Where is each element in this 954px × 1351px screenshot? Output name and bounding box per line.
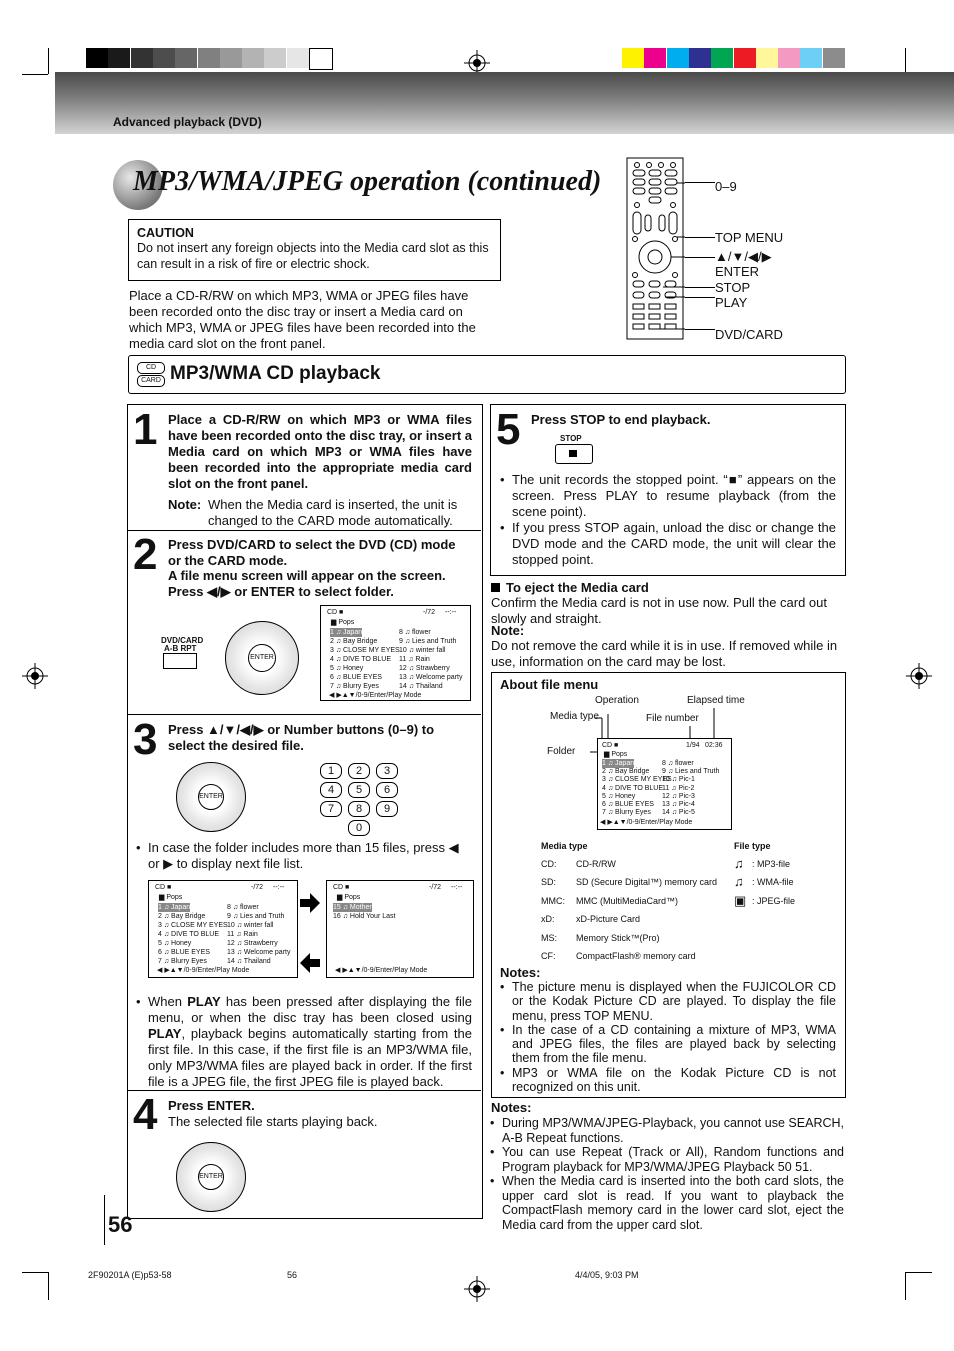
leader-line — [685, 237, 715, 238]
screen-file-item: 11 ♫ Rain — [227, 931, 258, 938]
caution-text: Do not insert any foreign objects into the Media card slot as this can result in a risk of fire or electric shock. — [137, 241, 489, 271]
leader-line — [685, 182, 715, 183]
color-swatch — [711, 48, 733, 68]
color-swatch — [198, 48, 220, 68]
screen-file-item: 8 ♫ flower — [227, 904, 259, 911]
file-type-header: File type — [734, 841, 771, 851]
page-title: MP3/WMA/JPEG operation (continued) — [133, 166, 602, 197]
color-swatch — [108, 48, 130, 68]
file-type-label: : MP3-file — [752, 859, 791, 869]
screen-file-item: 12 ♫ Pic-3 — [662, 792, 695, 800]
screen-media-type: CD ■ — [602, 742, 619, 749]
right-arrow-icon — [298, 892, 322, 914]
screen-elapsed-time: 02:36 — [705, 742, 723, 749]
file-menu-screen-page2 — [326, 880, 474, 978]
about-note-3: • MP3 or WMA file on the Kodak Picture CD is not recognized on this unit. — [498, 1066, 836, 1095]
about-notes-list — [498, 980, 836, 1094]
number-button-5: 5 — [348, 782, 370, 798]
screen-nav-hint: ◀ ▶▲▼/0-9/Enter/Play Mode — [335, 967, 428, 974]
media-description: Memory Stick™(Pro) — [576, 932, 660, 943]
media-description: CompactFlash® memory card — [576, 951, 696, 961]
step-3-number: 3 — [133, 715, 158, 764]
screen-file-item: 5 ♫ Honey — [602, 792, 636, 800]
screen-file-item: 6 ♫ BLUE EYES — [158, 949, 210, 956]
jpeg-file-icon: ▣ — [734, 892, 747, 908]
color-swatch — [309, 48, 333, 70]
crop-mark — [905, 48, 906, 74]
screen-file-item: 5 ♫ Honey — [330, 665, 364, 672]
remote-label-numbers: 0–9 — [715, 179, 737, 194]
direction-dial-icon: ENTER — [225, 621, 299, 695]
screen-file-counter: 1/94 — [686, 742, 700, 749]
caution-heading: CAUTION — [137, 226, 194, 240]
file-menu-screen-page1 — [148, 880, 298, 978]
screen-file-item: 15 ♫ Mother — [333, 904, 372, 911]
stop-icon — [569, 450, 577, 457]
crop-mark — [22, 1272, 48, 1273]
number-button-6: 6 — [376, 782, 398, 798]
leader-line — [685, 297, 715, 298]
screen-file-item: 4 ♫ DIVE TO BLUE — [330, 656, 392, 663]
screen-file-item: 13 ♫ Welcome party — [227, 949, 291, 956]
step-5-text: Press STOP to end playback. — [531, 412, 711, 427]
remote-label-stop: STOP — [715, 280, 751, 295]
bottom-notes-list — [488, 1116, 844, 1232]
color-swatch — [689, 48, 711, 68]
screen-file-item: 1 ♫ Japan — [158, 904, 191, 911]
screen-file-item: 13 ♫ Pic-4 — [662, 801, 695, 808]
screen-file-counter: -/72 — [429, 884, 442, 891]
page-number: 56 — [108, 1212, 133, 1237]
step-5-bullet-1: • The unit records the stopped point. “■” appears on the screen. Press PLAY to resume playback (from the scene point). — [498, 472, 836, 520]
section-heading-bar — [128, 355, 846, 394]
crop-mark — [22, 74, 48, 75]
number-button-0: 0 — [348, 820, 370, 836]
media-code: xD: — [541, 914, 555, 925]
wma-file-icon: ♫ — [734, 874, 744, 890]
step-3-bullet-1: • In case the folder includes more than 15 files, press ◀ or ▶ to display next file list. — [134, 840, 472, 872]
file-menu-screen — [320, 605, 471, 701]
media-code: SD: — [541, 877, 557, 888]
media-code: MMC: — [541, 895, 565, 906]
direction-dial-icon: ENTER — [176, 762, 246, 832]
screen-file-item: 2 ♫ Bay Bridge — [602, 768, 650, 776]
number-button-1: 1 — [320, 763, 342, 779]
footer-center: 56 — [287, 1270, 298, 1280]
step-5-number: 5 — [496, 405, 521, 454]
bottom-note-1: • During MP3/WMA/JPEG-Playback, you cannot use SEARCH, A-B Repeat functions. — [488, 1116, 844, 1145]
step-1-note-label: Note: — [168, 497, 202, 512]
caution-box — [128, 219, 501, 281]
leader-line — [685, 329, 715, 330]
section-label: Advanced playback (DVD) — [113, 115, 262, 129]
screen-folder: ▆ Pops — [604, 751, 628, 758]
about-note-2: • In the case of a CD containing a mixture of MP3, WMA and JPEG files, the files are played back by selecting them from the file menu. — [498, 1023, 836, 1066]
eject-text: Confirm the Media card is not in use now. Pull the card out slowly and straight. — [491, 595, 828, 626]
remote-label-dvd-card: DVD/CARD — [715, 327, 783, 342]
callout-file-number: File number — [646, 713, 699, 724]
screen-elapsed-time: --:-- — [451, 884, 463, 891]
crop-mark — [48, 48, 49, 74]
step-1-note: When the Media card is inserted, the unit is changed to the CARD mode automatically. — [208, 497, 458, 528]
screen-file-item: 11 ♫ Pic-2 — [662, 784, 695, 792]
screen-file-item: 3 ♫ CLOSE MY EYES — [330, 647, 400, 654]
eject-heading: To eject the Media card — [506, 580, 649, 595]
screen-file-item: 4 ♫ DIVE TO BLUE — [602, 784, 664, 792]
file-type-label: : WMA-file — [752, 877, 794, 888]
dvd-card-button-label: DVD/CARD — [161, 636, 204, 645]
dvd-card-button — [163, 653, 197, 669]
footer-left: 2F90201A (E)p53-58 — [88, 1270, 172, 1280]
screen-nav-hint: ◀ ▶▲▼/0-9/Enter/Play Mode — [157, 967, 250, 974]
screen-file-item: 14 ♫ Pic-5 — [662, 809, 695, 817]
color-swatch — [823, 48, 845, 68]
screen-file-item: 11 ♫ Rain — [399, 656, 430, 663]
direction-dial-icon: ENTER — [176, 1142, 246, 1212]
step-4-text: Press ENTER. — [168, 1098, 255, 1113]
number-button-9: 9 — [376, 801, 398, 817]
screen-elapsed-time: --:-- — [273, 884, 285, 891]
color-swatch — [667, 48, 689, 68]
eject-note-label: Note: — [491, 623, 525, 638]
mp3-file-icon: ♫ — [734, 856, 744, 871]
about-notes-label: Notes: — [500, 965, 541, 980]
screen-file-item: 1 ♫ Japan — [330, 629, 363, 636]
step-2-text2: A file menu screen will appear on the screen. Press ◀/▶ or ENTER to select folder. — [168, 568, 446, 599]
screen-file-item: 7 ♫ Blurry Eyes — [158, 958, 207, 965]
screen-file-item: 1 ♫ Japan — [602, 760, 635, 767]
screen-file-item: 9 ♫ Lies and Truth — [227, 913, 285, 920]
intro-text: Place a CD-R/RW on which MP3, WMA or JPEG files have been recorded onto the disc tray or insert a Media card on which MP3, WMA or JPEG files have been recorded into the media card slot on the front panel. — [129, 288, 476, 351]
leader-line — [685, 257, 715, 258]
stop-button-label: STOP — [560, 434, 582, 443]
bottom-notes-label: Notes: — [491, 1100, 532, 1115]
color-swatch — [242, 48, 264, 68]
media-description: MMC (MultiMediaCard™) — [576, 895, 679, 906]
screen-file-item: 3 ♫ CLOSE MY EYES — [602, 776, 672, 784]
screen-file-item: 12 ♫ Strawberry — [399, 665, 450, 672]
color-swatch — [220, 48, 242, 68]
stop-button — [555, 444, 593, 464]
color-swatch — [800, 48, 822, 68]
remote-label-enter: ENTER — [715, 264, 760, 279]
cd-badge: CD — [137, 362, 165, 374]
screen-file-item: 6 ♫ BLUE EYES — [602, 801, 654, 808]
step-5-bullet-2: • If you press STOP again, unload the disc or change the DVD mode and the CARD mode, the unit will clear the stopped point. — [498, 520, 836, 568]
step-5-bullets — [498, 472, 836, 568]
step-3-bullets — [134, 840, 472, 872]
crop-mark — [906, 1272, 932, 1273]
bottom-note-3: • When the Media card is inserted into the both card slots, the upper card slot is read. If you want to playback the CompactFlash memory card in the lower card slot, eject the Media card from the upper card slot. — [488, 1174, 844, 1232]
screen-file-item: 2 ♫ Bay Bridge — [158, 913, 206, 920]
media-description: SD (Secure Digital™) memory card — [576, 877, 718, 888]
footer-right: 4/4/05, 9:03 PM — [575, 1270, 639, 1280]
remote-label-play: PLAY — [715, 295, 748, 310]
about-heading: About file menu — [500, 677, 599, 692]
color-swatch — [153, 48, 175, 68]
screen-file-item: 13 ♫ Welcome party — [399, 674, 463, 681]
screen-media-type: CD ■ — [155, 884, 172, 891]
media-code: CF: — [541, 951, 556, 961]
step-3-text: Press ▲/▼/◀/▶ or Number buttons (0–9) to select the desired file. — [168, 722, 435, 753]
color-swatch — [131, 48, 153, 68]
leader-line — [685, 287, 715, 288]
callout-elapsed-time: Elapsed time — [687, 695, 745, 706]
media-code: CD: — [541, 859, 557, 869]
step-4-sub: The selected file starts playing back. — [168, 1114, 378, 1129]
registration-mark-icon — [464, 1276, 490, 1302]
section-heading: MP3/WMA CD playback — [170, 363, 381, 384]
screen-file-item: 5 ♫ Honey — [158, 940, 192, 947]
screen-folder: ▆ Pops — [337, 894, 361, 901]
bottom-note-2: • You can use Repeat (Track or All), Random functions and Program playback for MP3/WMA/JPEG Playback 50 51. — [488, 1145, 844, 1174]
screen-file-item: 2 ♫ Bay Bridge — [330, 638, 378, 645]
step-1-number: 1 — [133, 405, 158, 454]
step-2-number: 2 — [133, 530, 158, 579]
screen-file-item: 3 ♫ CLOSE MY EYES — [158, 922, 228, 929]
square-bullet-icon — [491, 583, 500, 592]
screen-file-item: 12 ♫ Strawberry — [227, 940, 278, 947]
remote-label-top-menu: TOP MENU — [715, 230, 784, 245]
eject-note: Do not remove the card while it is in use. If removed while in use, information on the card may be lost. — [491, 638, 838, 669]
screen-file-item: 10 ♫ winter fall — [399, 647, 446, 654]
color-swatch — [644, 48, 666, 68]
divider — [128, 530, 481, 531]
number-button-2: 2 — [348, 763, 370, 779]
screen-media-type: CD ■ — [327, 609, 344, 616]
about-note-1: • The picture menu is displayed when the FUJICOLOR CD or the Kodak Picture CD are played. To display the file menu, press TOP MENU. — [498, 980, 836, 1023]
number-button-7: 7 — [320, 801, 342, 817]
number-button-3: 3 — [376, 763, 398, 779]
remote-control-icon — [625, 157, 685, 340]
callout-folder: Folder — [547, 746, 576, 757]
screen-file-item: 14 ♫ Thailand — [227, 958, 271, 965]
page-number-rule — [104, 1195, 105, 1245]
screen-file-item: 7 ♫ Blurry Eyes — [602, 809, 651, 817]
about-file-menu-screen — [597, 738, 732, 830]
color-swatch — [622, 48, 644, 68]
screen-file-item: 6 ♫ BLUE EYES — [330, 674, 382, 681]
color-swatch — [734, 48, 756, 68]
step-1-text: Place a CD-R/RW on which MP3 or WMA files have been recorded onto the disc tray, or insert a Media card on which MP3 or WMA files have been recorded into the appropriate media card slot on the front panel. — [168, 412, 472, 491]
media-type-header: Media type — [541, 841, 588, 851]
screen-elapsed-time: --:-- — [445, 609, 457, 616]
color-swatch — [175, 48, 197, 68]
screen-file-item: 10 ♫ winter fall — [227, 922, 274, 929]
registration-mark-icon — [22, 663, 48, 689]
divider — [128, 714, 481, 715]
screen-folder: ▆ Pops — [331, 619, 355, 626]
color-swatch — [264, 48, 286, 68]
remote-label-arrows: ▲/▼/◀/▶ — [715, 249, 772, 264]
number-button-4: 4 — [320, 782, 342, 798]
registration-mark-icon — [906, 663, 932, 689]
callout-operation: Operation — [595, 695, 639, 706]
media-description: xD-Picture Card — [576, 914, 641, 925]
screen-file-item: 7 ♫ Blurry Eyes — [330, 683, 379, 690]
screen-file-item: 16 ♫ Hold Your Last — [333, 913, 396, 920]
screen-file-item: 8 ♫ flower — [662, 760, 694, 767]
media-description: CD-R/RW — [576, 859, 616, 869]
crop-mark — [905, 1272, 906, 1300]
color-swatch — [778, 48, 800, 68]
screen-file-item: 10 ♫ Pic-1 — [662, 776, 695, 784]
media-code: MS: — [541, 932, 558, 943]
step-4-number: 4 — [133, 1090, 158, 1139]
step-2-text: Press DVD/CARD to select the DVD (CD) mode or the CARD mode. — [168, 537, 456, 568]
color-swatch — [287, 48, 309, 68]
screen-file-item: 9 ♫ Lies and Truth — [399, 638, 457, 645]
file-type-label: : JPEG-file — [752, 895, 796, 906]
screen-file-item: 9 ♫ Lies and Truth — [662, 768, 720, 776]
screen-file-item: 14 ♫ Thailand — [399, 683, 443, 690]
divider — [128, 1090, 481, 1091]
screen-nav-hint: ◀ ▶▲▼/0-9/Enter/Play Mode — [600, 819, 693, 826]
number-button-8: 8 — [348, 801, 370, 817]
crop-mark — [48, 1272, 49, 1300]
left-arrow-icon — [298, 952, 322, 974]
card-badge: CARD — [137, 375, 165, 387]
screen-file-item: 4 ♫ DIVE TO BLUE — [158, 931, 220, 938]
color-swatch — [756, 48, 778, 68]
step-3-bullet-2: • When PLAY has been pressed after displaying the file menu, or when the disc tray has been closed using PLAY, playback begins automatically starting from the first file. In this case, if the first file is an MP3/WMA file, only MP3/WMA files are played back in order. If the first file is a JPEG file, the first JPEG file is played back. — [136, 994, 472, 1089]
screen-file-item: 8 ♫ flower — [399, 629, 431, 636]
callout-media-type: Media type — [550, 711, 599, 722]
screen-folder: ▆ Pops — [159, 894, 183, 901]
screen-file-counter: -/72 — [423, 609, 436, 616]
screen-nav-hint: ◀ ▶▲▼/0-9/Enter/Play Mode — [329, 692, 422, 699]
screen-file-counter: -/72 — [251, 884, 264, 891]
color-swatch — [86, 48, 108, 68]
screen-media-type: CD ■ — [333, 884, 350, 891]
ab-rpt-label: A-B RPT — [164, 644, 197, 653]
